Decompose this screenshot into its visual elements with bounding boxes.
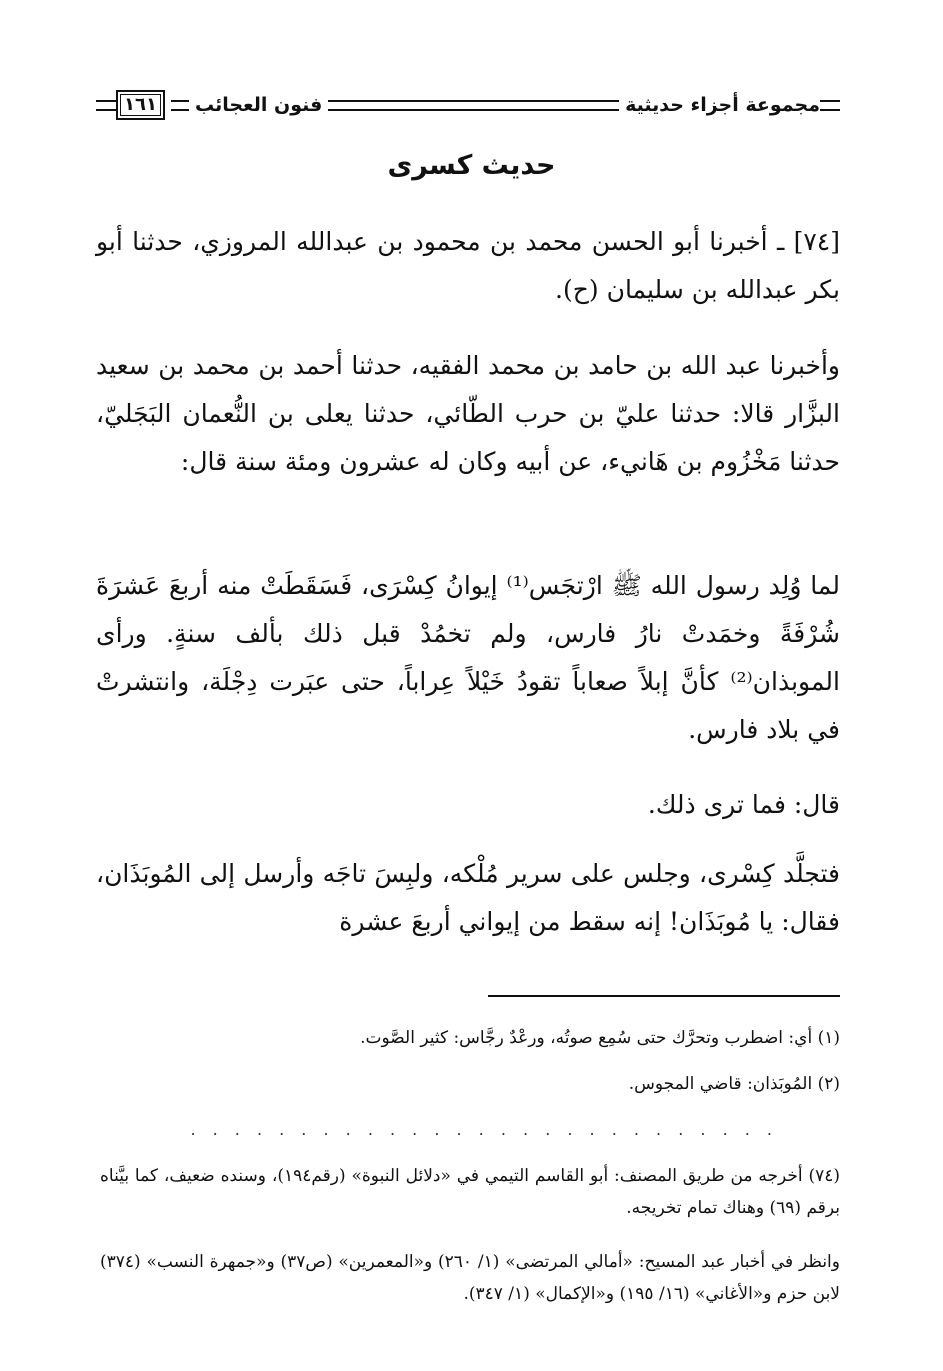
- book-title: فنون العجائب: [194, 94, 323, 116]
- header-ornament: [96, 100, 116, 111]
- header-rule: [171, 100, 189, 111]
- footnote-takhrij: (٧٤) أخرجه من طريق المصنف: أبو القاسم التيمي في «دلائل النبوة» (رقم١٩٤)، وسنده ضعيف، كما بيَّناه برقم (٦٩) وهناك تمام تخريجه.: [100, 1166, 840, 1218]
- dotted-separator: . . . . . . . . . . . . . . . . . . . . . . . . . . .: [190, 1120, 778, 1139]
- footnote-2: (٢) المُوبَذان: قاضي المجوس.: [628, 1074, 840, 1094]
- paragraph-matn: لما وُلِد رسول الله ﷺ ارْتجَس⁽¹⁾ إيوانُ كِسْرَى، فَسَقَطَتْ منه أربعَ عَشرَةَ شُرْفَةً وخمَدتْ نارُ فارس، ولم تخمُدْ قبل ذلك بألف سنةٍ. ورأى الموبذان⁽²⁾ كأنَّ إبلاً صعاباً تقودُ خَيْلاً عِراباً، حتى عبَرت دِجْلَة، وانتشرتْ في بلاد فارس.: [96, 571, 840, 744]
- footnote-1: (١) أي: اضطرب وتحرَّك حتى سُمِع صوتُه، ورعْدٌ رجَّاس: كثير الصَّوت.: [360, 1028, 840, 1048]
- running-header: [96, 88, 840, 122]
- header-ornament: [820, 100, 840, 111]
- header-rule: [328, 100, 619, 111]
- paragraph-continuation: فتجلَّد كِسْرى، وجلس على سرير مُلْكه، ولبِسَ تاجَه وأرسل إلى المُوبَذَان، فقال: يا مُوبَذَان! إنه سقط من إيواني أربعَ عشرة: [96, 859, 840, 936]
- paragraph-isnad-2: وأخبرنا عبد الله بن حامد بن محمد الفقيه، حدثنا أحمد بن محمد بن سعيد البزَّار قالا: حدثنا عليّ بن حرب الطّائي، حدثنا يعلى بن النُّعمان البَجَليّ، حدثنا مَخْزُوم بن هَانيء، عن أبيه وكان له عشرون ومئة سنة قال:: [96, 351, 840, 476]
- paragraph-question: قال: فما ترى ذلك.: [647, 790, 840, 819]
- paragraph-isnad-1: [٧٤] ـ أخبرنا أبو الحسن محمد بن محمود بن عبدالله المروزي، حدثنا أبو بكر عبدالله بن سليمان (ح).: [96, 227, 840, 304]
- page-number: ١٦١: [116, 90, 165, 120]
- footnote-separator: [488, 995, 840, 997]
- collection-title: مجموعة أجزاء حديثية: [625, 94, 820, 116]
- section-title: حديث كسرى: [387, 150, 556, 181]
- footnote-references: وانظر في أخبار عبد المسيح: «أمالي المرتضى» (١/ ٢٦٠) و«المعمرين» (ص٣٧) و«جمهرة النسب» (٣٧٤) لابن حزم و«الأغاني» (١٦/ ١٩٥) و«الإكمال» (١/ ٣٤٧).: [100, 1252, 840, 1304]
